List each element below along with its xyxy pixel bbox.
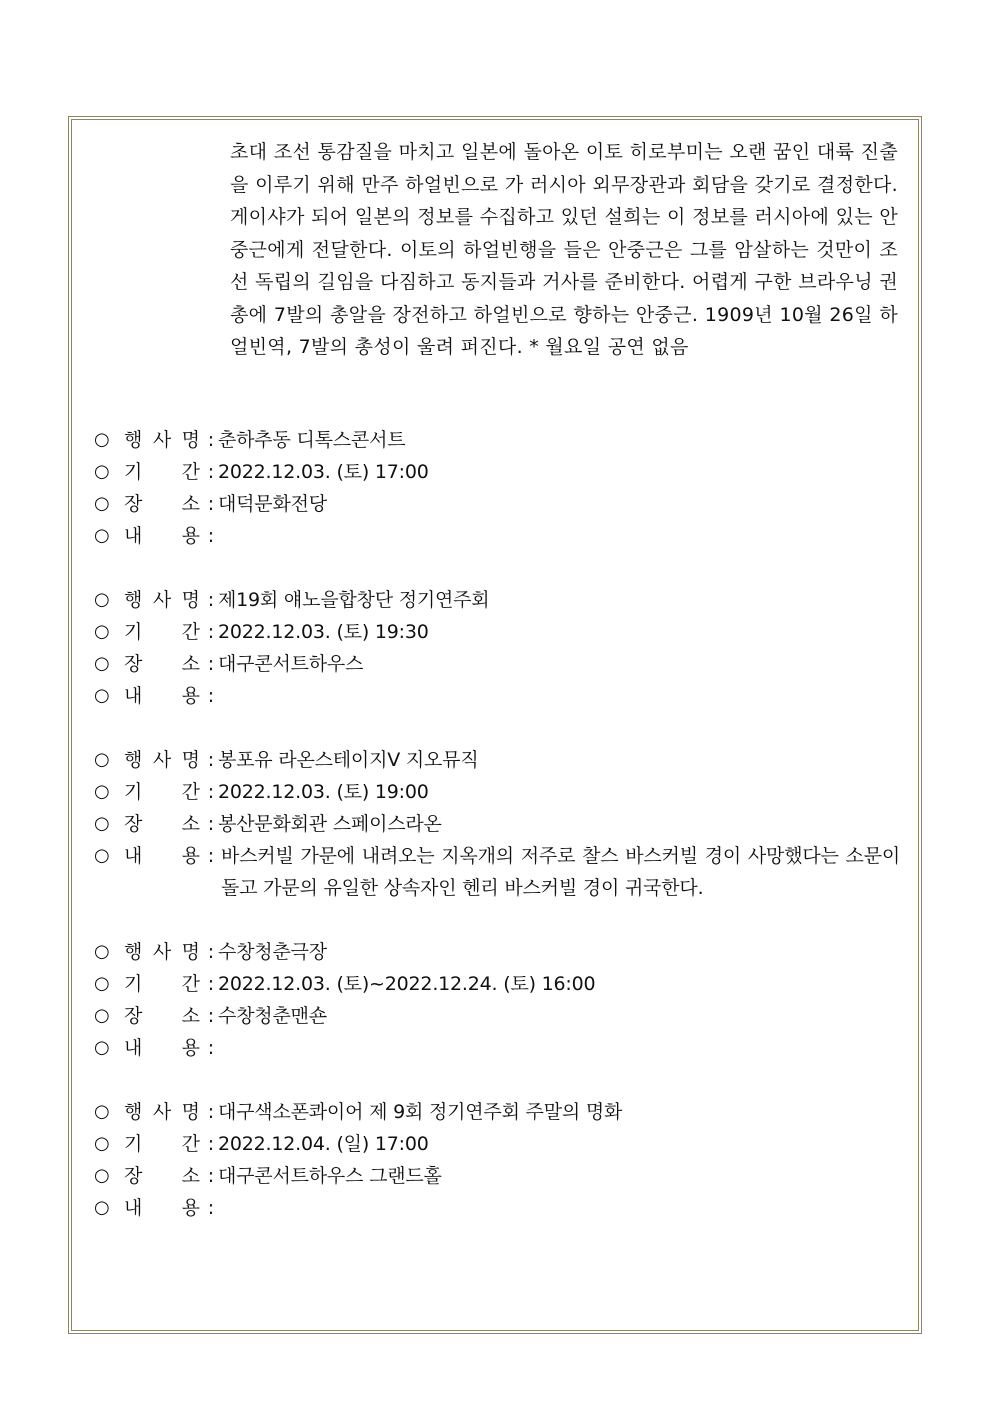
label-event-period <box>116 616 204 648</box>
label-char: 소 <box>181 653 200 675</box>
circle-bullet-icon: ○ <box>94 1197 110 1218</box>
event-venue-row <box>94 808 904 840</box>
label-event-name <box>116 584 204 616</box>
label-event-name <box>116 744 204 776</box>
label-char: 내 <box>124 525 143 547</box>
event-period-row <box>94 968 904 1000</box>
label-char: 행 <box>124 749 143 771</box>
event-period-row <box>94 1128 904 1160</box>
label-char: 간 <box>181 973 200 995</box>
event-period-value: 2022.12.03. (토) 19:00 <box>218 781 429 803</box>
colon: : <box>207 781 215 803</box>
event-block <box>94 744 904 904</box>
colon: : <box>207 653 215 675</box>
event-venue-value: 대구콘서트하우스 <box>218 653 364 675</box>
label-char: 장 <box>124 1005 143 1027</box>
event-name-value: 춘하추동 디톡스콘서트 <box>218 429 406 451</box>
event-period-row <box>94 776 904 808</box>
colon: : <box>207 1037 215 1059</box>
label-event-period <box>116 776 204 808</box>
label-event-venue <box>116 1000 204 1032</box>
label-char: 간 <box>181 621 200 643</box>
label-char: 내 <box>124 845 143 867</box>
event-period-value: 2022.12.03. (토)~2022.12.24. (토) 16:00 <box>218 973 596 995</box>
event-name-value: 봉포유 라온스테이지V 지오뮤직 <box>218 749 479 771</box>
label-char: 기 <box>124 1133 143 1155</box>
event-period-row <box>94 616 904 648</box>
circle-bullet-icon: ○ <box>94 1005 110 1026</box>
circle-bullet-icon: ○ <box>94 1133 110 1154</box>
circle-bullet-icon: ○ <box>94 1101 110 1122</box>
colon: : <box>207 685 215 707</box>
circle-bullet-icon: ○ <box>94 621 110 642</box>
circle-bullet-icon: ○ <box>94 1165 110 1186</box>
label-char: 내 <box>124 685 143 707</box>
colon: : <box>207 493 215 515</box>
event-name-value: 대구색소폰콰이어 제 9회 정기연주회 주말의 명화 <box>218 1101 623 1123</box>
label-char: 장 <box>124 813 143 835</box>
label-event-name <box>116 1096 204 1128</box>
label-event-period <box>116 456 204 488</box>
event-content-row <box>94 1032 904 1064</box>
circle-bullet-icon: ○ <box>94 1037 110 1058</box>
label-char: 용 <box>181 1037 200 1059</box>
label-char: 소 <box>181 493 200 515</box>
label-char: 사 <box>152 429 172 451</box>
circle-bullet-icon: ○ <box>94 845 110 866</box>
label-char: 명 <box>181 941 200 963</box>
colon: : <box>207 813 215 835</box>
label-event-venue <box>116 488 204 520</box>
event-content-row <box>94 1192 904 1224</box>
label-char: 사 <box>152 589 172 611</box>
label-char: 기 <box>124 973 143 995</box>
event-period-value: 2022.12.04. (일) 17:00 <box>218 1133 429 1155</box>
event-period-row <box>94 456 904 488</box>
label-event-name <box>116 936 204 968</box>
event-block <box>94 424 904 552</box>
event-period-value: 2022.12.03. (토) 19:30 <box>218 621 429 643</box>
label-char: 용 <box>181 525 200 547</box>
label-char: 명 <box>181 1101 200 1123</box>
circle-bullet-icon: ○ <box>94 493 110 514</box>
circle-bullet-icon: ○ <box>94 941 110 962</box>
label-event-content <box>116 520 204 552</box>
colon: : <box>207 589 215 611</box>
intro-paragraph: 초대 조선 통감질을 마치고 일본에 돌아온 이토 히로부미는 오랜 꿈인 대륙 진출을 이루기 위해 만주 하얼빈으로 가 러시아 외무장관과 회담을 갖기로 결정한다. 게이샤가 되어 일본의 정보를 수집하고 있던 설희는 이 정보를 러시아에 있는 안중근에게 전달한다. 이토의 하얼빈행을 들은 안중근은 그를 암살하는 것만이 조선 독립의 길임을 다짐하고 동지들과 거사를 준비한다. 어렵게 구한 브라우닝 권총에 7발의 총알을 장전하고 하얼빈으로 향하는 안중근. 1909년 10월 26일 하얼빈역, 7발의 총성이 울려 퍼진다. * 월요일 공연 없음 <box>230 141 898 358</box>
event-venue-row <box>94 648 904 680</box>
colon: : <box>207 1005 215 1027</box>
event-name-row <box>94 1096 904 1128</box>
label-event-content <box>116 1032 204 1064</box>
circle-bullet-icon: ○ <box>94 749 110 770</box>
label-char: 용 <box>181 845 200 867</box>
colon: : <box>207 1165 215 1187</box>
event-venue-value: 대구콘서트하우스 그랜드홀 <box>218 1165 442 1187</box>
circle-bullet-icon: ○ <box>94 813 110 834</box>
label-char: 행 <box>124 589 143 611</box>
colon: : <box>207 461 215 483</box>
label-char: 사 <box>152 749 172 771</box>
label-event-content <box>116 680 204 712</box>
label-char: 행 <box>124 1101 143 1123</box>
label-event-venue <box>116 808 204 840</box>
label-event-content <box>116 1192 204 1224</box>
event-venue-row <box>94 1000 904 1032</box>
label-char: 장 <box>124 653 143 675</box>
event-venue-value: 대덕문화전당 <box>218 493 327 515</box>
label-char: 장 <box>124 493 143 515</box>
label-char: 사 <box>152 941 172 963</box>
label-char: 명 <box>181 429 200 451</box>
label-char: 내 <box>124 1037 143 1059</box>
label-char: 기 <box>124 781 143 803</box>
label-char: 소 <box>181 1165 200 1187</box>
event-venue-row <box>94 488 904 520</box>
event-period-value: 2022.12.03. (토) 17:00 <box>218 461 429 483</box>
label-char: 명 <box>181 749 200 771</box>
circle-bullet-icon: ○ <box>94 781 110 802</box>
label-char: 소 <box>181 813 200 835</box>
circle-bullet-icon: ○ <box>94 973 110 994</box>
colon: : <box>207 941 215 963</box>
label-char: 명 <box>181 589 200 611</box>
colon: : <box>207 429 215 451</box>
circle-bullet-icon: ○ <box>94 461 110 482</box>
event-name-value: 수창청춘극장 <box>218 941 327 963</box>
colon: : <box>207 1197 215 1219</box>
event-venue-value: 수창청춘맨숀 <box>218 1005 327 1027</box>
event-block <box>94 936 904 1064</box>
label-event-period <box>116 1128 204 1160</box>
label-char: 간 <box>181 1133 200 1155</box>
event-content-value: 바스커빌 가문에 내려오는 지옥개의 저주로 찰스 바스커빌 경이 사망했다는 소문이 돌고 가문의 유일한 상속자인 헨리 바스커빌 경이 귀국한다. <box>221 845 900 899</box>
label-char: 장 <box>124 1165 143 1187</box>
label-char: 행 <box>124 429 143 451</box>
label-event-period <box>116 968 204 1000</box>
label-char: 간 <box>181 461 200 483</box>
label-char: 용 <box>181 1197 200 1219</box>
event-content-row <box>94 680 904 712</box>
event-name-row <box>94 584 904 616</box>
colon: : <box>207 1101 215 1123</box>
circle-bullet-icon: ○ <box>94 429 110 450</box>
label-char: 소 <box>181 1005 200 1027</box>
colon: : <box>207 525 215 547</box>
event-name-row <box>94 936 904 968</box>
label-char: 기 <box>124 461 143 483</box>
circle-bullet-icon: ○ <box>94 685 110 706</box>
label-char: 간 <box>181 781 200 803</box>
event-name-value: 제19회 얘노을합창단 정기연주회 <box>218 589 490 611</box>
colon: : <box>207 845 215 867</box>
colon: : <box>207 973 215 995</box>
event-content-row <box>94 520 904 552</box>
label-char: 용 <box>181 685 200 707</box>
colon: : <box>207 749 215 771</box>
circle-bullet-icon: ○ <box>94 525 110 546</box>
label-event-content <box>116 840 204 872</box>
circle-bullet-icon: ○ <box>94 653 110 674</box>
event-name-row <box>94 744 904 776</box>
label-char: 기 <box>124 621 143 643</box>
label-char: 사 <box>152 1101 172 1123</box>
event-venue-row <box>94 1160 904 1192</box>
label-event-venue <box>116 648 204 680</box>
circle-bullet-icon: ○ <box>94 589 110 610</box>
label-event-name <box>116 424 204 456</box>
event-name-row <box>94 424 904 456</box>
colon: : <box>207 621 215 643</box>
label-char: 행 <box>124 941 143 963</box>
label-char: 내 <box>124 1197 143 1219</box>
label-event-venue <box>116 1160 204 1192</box>
colon: : <box>207 1133 215 1155</box>
event-venue-value: 봉산문화회관 스페이스라온 <box>218 813 442 835</box>
event-block <box>94 584 904 712</box>
event-content-row <box>94 840 904 904</box>
event-block <box>94 1096 904 1224</box>
